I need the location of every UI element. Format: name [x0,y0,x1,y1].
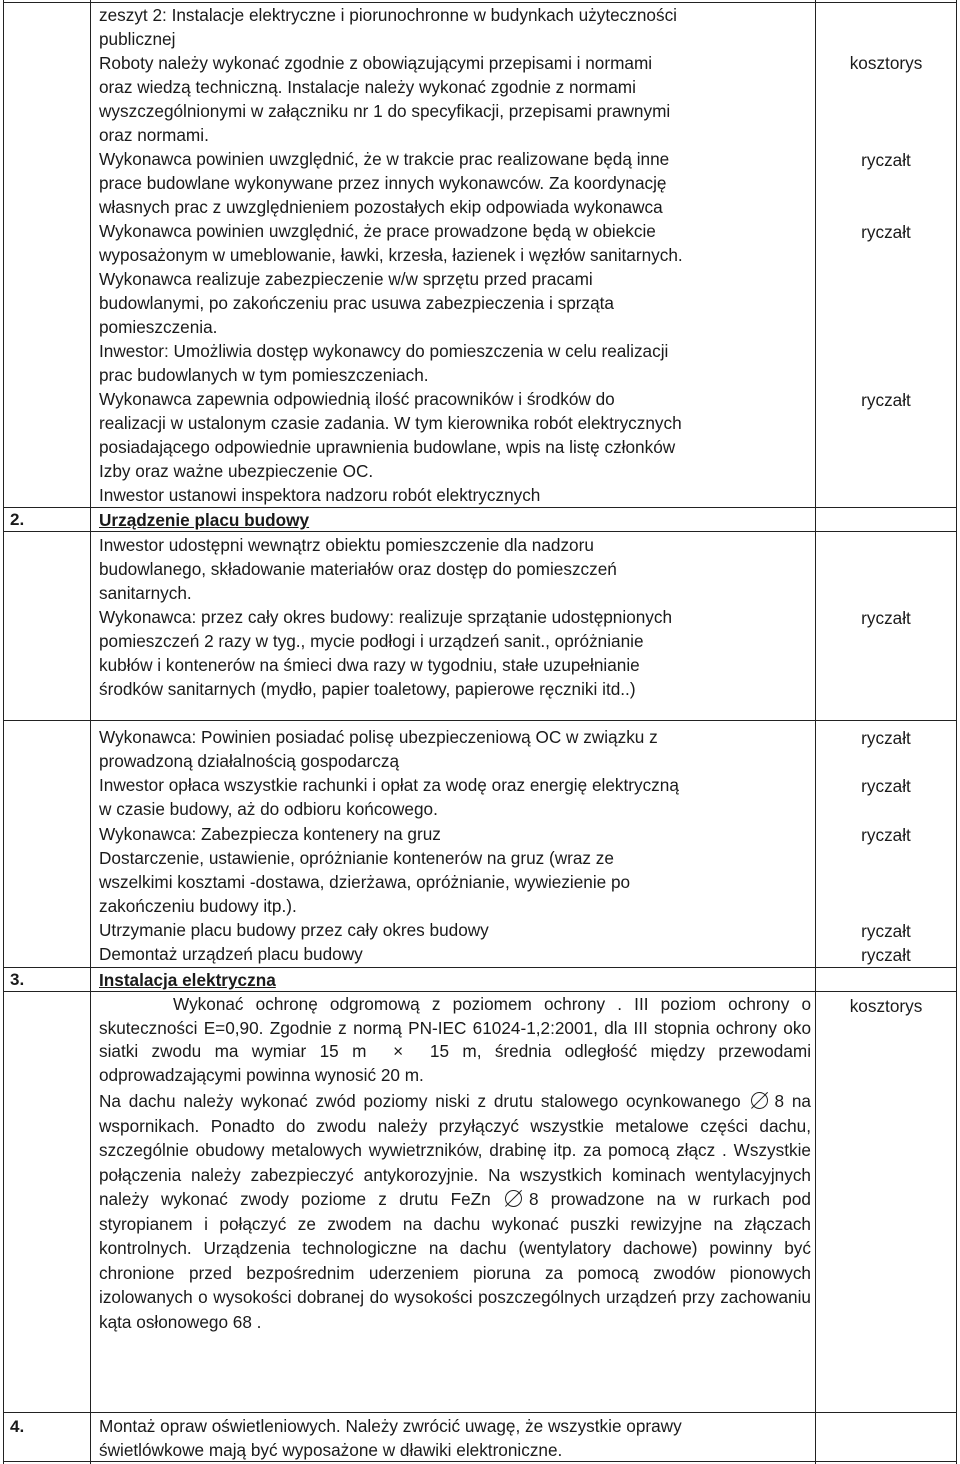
row-2-description: Wykonawca powinien uwzględnić, że w trakcie prac realizowane będą inne prace budowlane wykonywane przez innych wykonawców. Za koordynację własnych prac z uwzględnieniem pozostałych ekip odpowiada wykonawca [99,149,670,217]
row-9-description: Wykonawca: Powinien posiadać polisę ubezpieczeniową OC w związku z prowadzoną działalnością gospodarczą [99,727,658,771]
row-6-description: Inwestor ustanowi inspektora nadzoru robót elektrycznych [99,485,541,505]
section-3-text-e: 8 prowadzone na w rurkach pod styropianem i połączyć ze zwodem na dachu wykonać puszki rewizyjne na złączach kontrolnych. Urządzenia technologiczne na dachu (wentylatory dachowe) powinny być chronione przed bezpośrednim uderzeniem pioruna za pomocą zwodów pionowych izolowanych o wysokości dobranej do wysokości poszczególnych urządzeń przy zachowaniu kąta osłonowego 68 . [99,1189,811,1332]
table-column-divider-number [90,0,91,1464]
row-5-settlement: ryczałt [861,390,911,410]
section-3-number: 3. [10,970,25,989]
row-13-description: Utrzymanie placu budowy przez cały okres budowy [99,920,489,940]
row-3-settlement: ryczałt [861,222,911,242]
table-border-left [3,0,4,1464]
section-4-description: Montaż opraw oświetleniowych. Należy zwrócić uwagę, że wszystkie oprawy świetlówkowe mają być wyposażone w dławiki elektroniczne. [99,1416,682,1460]
row-11-description: Wykonawca: Zabezpiecza kontenery na gruz [99,824,441,844]
row-12-description: Dostarczenie, ustawienie, opróżnianie kontenerów na gruz (wraz ze wszelkimi kosztami -dostawa, dzierżawa, opróżnianie, wywiezienie po zakończeniu budowy itp.). [99,848,631,916]
row-10-description: Inwestor opłaca wszystkie rachunki i opłat za wodę oraz energię elektryczną w czasie budowy, aż do odbioru końcowego. [99,775,679,819]
row-11-settlement: ryczałt [861,825,911,845]
row-1-description: zeszyt 2: Instalacje elektryczne i piorunochronne w budynkach użyteczności publicznej Roboty należy wykonać zgodnie z obowiązującymi przepisami i normami oraz wiedzą techniczną. Instalacje należy wykonać zgodnie z normami wyszczególnionymi w załączniku nr 1 do specyfikacji, przepisami prawnymi oraz normami. [99,5,677,145]
section-3-settlement: kosztorys [849,996,923,1016]
table-border-right [956,0,957,1464]
row-14-settlement: ryczałt [861,945,911,965]
row-8-settlement: ryczałt [861,608,911,628]
section-3-paragraph-2 [99,1089,811,1334]
section-3-text-c: Na dachu należy wykonać zwód poziomy niski z drutu stalowego ocynkowanego [99,1091,741,1111]
row-2-settlement: ryczałt [861,150,911,170]
diameter-icon [503,1190,529,1208]
row-9-settlement: ryczałt [861,728,911,748]
row-divider [3,1412,957,1413]
row-1-settlement: kosztorys [849,53,923,73]
row-8-description: Wykonawca: przez cały okres budowy: realizuje sprzątanie udostępnionych pomieszczeń 2 razy w tyg., mycie podłogi i urządzeń sanit., opróżnianie kubłów i kontenerów na śmieci dwa razy w tygodniu, stałe uzupełnianie środków sanitarnych (mydło, papier toaletowy, papierowe ręczniki itd..) [99,607,673,699]
section-3-text-b: 15 m, średnia odległość między przewodami odprowadzającymi powinna wynosić 20 m. [99,1041,812,1085]
row-14-description: Demontaż urządzeń placu budowy [99,944,363,964]
row-10-settlement: ryczałt [861,776,911,796]
section-3-title: Instalacja elektryczna [99,970,276,990]
multiplication-sign-icon: × [379,1041,417,1061]
row-3-description: Wykonawca powinien uwzględnić, że prace prowadzone będą w obiekcie wyposażonym w umeblowanie, ławki, krzesła, łazienek i węzłów sanitarnych. Wykonawca realizuje zabezpieczenie w/w sprzętu przed pracami budowlanymi, po zakończeniu prac usuwa zabezpieczenia i sprząta pomieszczenia. [99,221,683,337]
row-13-settlement: ryczałt [861,921,911,941]
row-5-description: Wykonawca zapewnia odpowiednią ilość pracowników i środków do realizacji w ustalonym czasie zadania. W tym kierownika robót elektrycznych posiadającego odpowiednie uprawnienia budowlane, wpis na listę członków Izby oraz ważne ubezpieczenie OC. [99,389,682,481]
row-divider [3,720,957,721]
row-7-description: Inwestor udostępni wewnątrz obiektu pomieszczenie dla nadzoru budowlanego, składowanie materiałów oraz dostęp do pomieszczeń sanitarnych. [99,535,617,603]
section-3-text-d: 8 na wspornikach. Ponadto do zwodu należy przyłączyć wszystkie metalowe części dachu, szczególnie obudowy metalowych wywietrzników, drabinę itp. za pomocą złącz . Wszystkie połączenia należy zabezpieczyć antykorozyjnie. Na wszystkich kominach wentylacyjnych należy wykonać zwody poziome z drutu FeZn [99,1091,811,1209]
row-4-description: Inwestor: Umożliwia dostęp wykonawcy do pomieszczenia w celu realizacji prac budowlanych w tym pomieszczeniach. [99,341,669,385]
section-2-number: 2. [10,510,25,529]
section-3-text-a: Wykonać ochronę odgromową z poziomem ochrony . III poziom ochrony o skuteczności E=0,90. Zgodnie z normą PN-IEC 61024-1,2:2001, dla III stopnia ochrony oko siatki zwodu ma wymiar 15 m [99,994,811,1061]
section-2-title: Urządzenie placu budowy [99,510,310,530]
section-4-number: 4. [10,1417,25,1436]
section-3-paragraph-1 [99,993,811,1087]
diameter-icon [749,1092,775,1110]
